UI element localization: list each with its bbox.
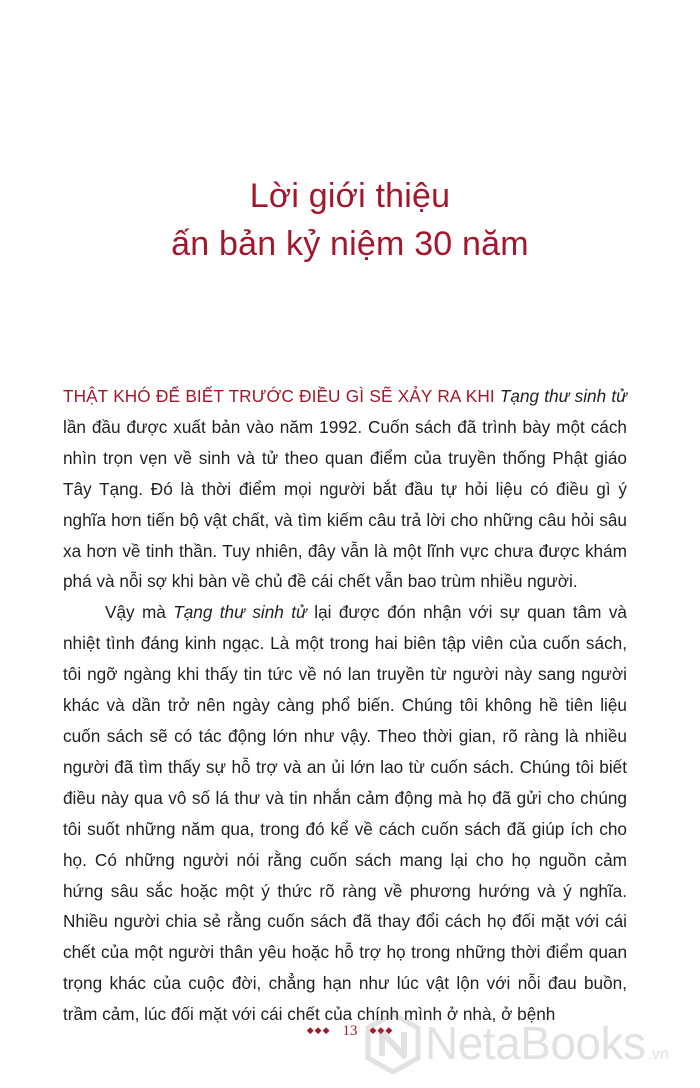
- title-line-2: ấn bản kỷ niệm 30 năm: [171, 225, 529, 263]
- paragraph-2: [63, 597, 627, 1030]
- watermark-tld: .vn: [647, 1046, 669, 1063]
- page-title: [0, 172, 700, 268]
- ornament-left-icon: ◆◆◆: [306, 1025, 331, 1035]
- paragraph-2-text: lại được đón nhận với sự quan tâm và nhiệt tình đáng kinh ngạc. Là một trong hai biên tập viên của cuốn sách, tôi ngỡ ngàng khi thấy tin tức về nó lan truyền từ người này sang người khác và dần trở nên ngày càng phổ biến. Chúng tôi không hề tiên liệu cuốn sách sẽ có tác động lớn như vậy. Theo thời gian, rõ ràng là nhiều người đã tìm thấy sự hỗ trợ và an ủi lớn lao từ cuốn sách. Chúng tôi biết điều này qua vô số lá thư và tin nhắn cảm động mà họ đã gửi cho chúng tôi suốt những năm qua, trong đó kể về cách cuốn sách đã giúp ích cho họ. Có những người nói rằng cuốn sách mang lại cho họ nguồn cảm hứng sâu sắc hoặc một ý thức rõ ràng về phương hướng và ý nghĩa. Nhiều người chia sẻ rằng cuốn sách đã thay đổi cách họ đối mặt với cái chết của một người thân yêu hoặc hỗ trợ họ trong những thời điểm quan trọng khác của cuộc đời, chẳng hạn như lúc vật lộn với nỗi đau buồn, trầm cảm, lúc đối mặt với cái chết của chính mình ở nhà, ở bệnh: [63, 602, 627, 1025]
- netabooks-logo-icon: [365, 1012, 421, 1074]
- paragraph-1: [63, 381, 627, 597]
- lead-in-caps: THẬT KHÓ ĐỂ BIẾT TRƯỚC ĐIỀU GÌ SẼ XẢY RA KHI: [63, 386, 495, 406]
- paragraph-1-text: lần đầu được xuất bản vào năm 1992. Cuốn sách đã trình bày một cách nhìn trọn vẹn về sinh và tử theo quan điểm của truyền thống Phật giáo Tây Tạng. Đó là thời điểm mọi người bắt đầu tự hỏi liệu có điều gì ý nghĩa hơn tiến bộ vật chất, và tìm kiếm câu trả lời cho những câu hỏi sâu xa hơn về tinh thần. Tuy nhiên, đây vẫn là một lĩnh vực chưa được khám phá và nỗi sợ khi bàn về chủ đề cái chết vẫn bao trùm nhiều người.: [63, 416, 627, 592]
- book-title: Tạng thư sinh tử: [173, 602, 307, 623]
- watermark: [365, 1010, 695, 1076]
- watermark-brand: NetaBooks: [425, 1017, 646, 1069]
- body-text: [63, 381, 627, 1030]
- ornament-right-icon: ◆◆◆: [369, 1025, 394, 1035]
- book-title: Tạng thư sinh tử: [499, 386, 627, 406]
- page-number: 13: [342, 1023, 358, 1039]
- paragraph-2-lead: Vậy mà: [105, 602, 166, 623]
- title-line-1: Lời giới thiệu: [249, 177, 451, 215]
